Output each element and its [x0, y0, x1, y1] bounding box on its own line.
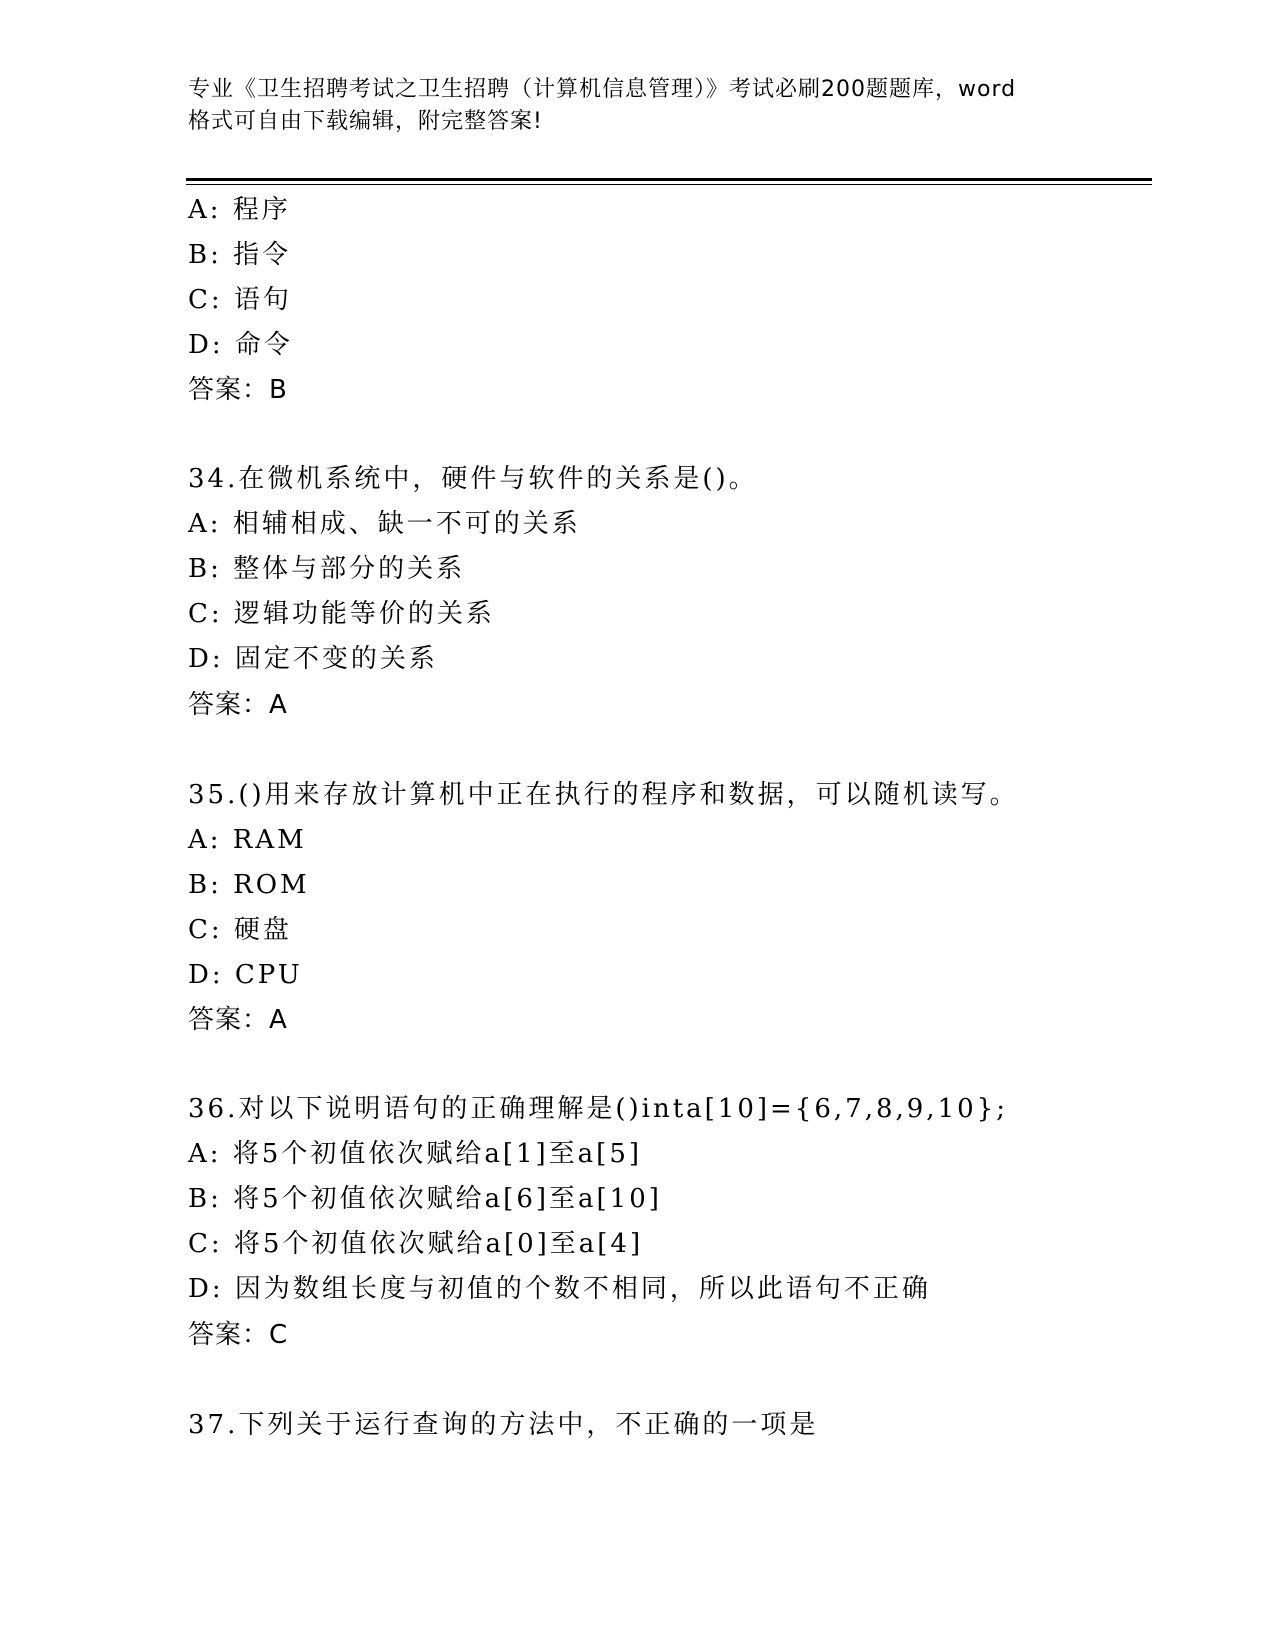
q34-option-d: D: 固定不变的关系	[188, 644, 438, 674]
q35-option-a: A: RAM	[188, 825, 307, 855]
q33-option-b: B: 指令	[188, 240, 292, 270]
q35-option-c: C: 硬盘	[188, 915, 292, 945]
document-header	[188, 74, 1108, 138]
q34-option-a: A: 相辅相成、缺一不可的关系	[188, 509, 581, 539]
q33-answer: 答案：B	[188, 375, 288, 405]
q34-option-c: C: 逻辑功能等价的关系	[188, 599, 495, 629]
q37-question: 37.下列关于运行查询的方法中，不正确的一项是	[188, 1410, 819, 1440]
header-line-2: 格式可自由下载编辑，附完整答案!	[188, 109, 543, 134]
q34-option-b: B: 整体与部分的关系	[188, 554, 466, 584]
q34-question: 34.在微机系统中，硬件与软件的关系是()。	[188, 464, 758, 494]
header-divider-thick	[186, 178, 1152, 181]
q35-option-b: B: ROM	[188, 870, 310, 900]
q35-question: 35.()用来存放计算机中正在执行的程序和数据，可以随机读写。	[188, 780, 1019, 810]
q36-answer: 答案：C	[188, 1320, 289, 1350]
q36-option-d: D: 因为数组长度与初值的个数不相同，所以此语句不正确	[188, 1274, 931, 1304]
q35-answer: 答案：A	[188, 1005, 288, 1035]
q36-question: 36.对以下说明语句的正确理解是()inta[10]={6,7,8,9,10};	[188, 1094, 1008, 1124]
q33-option-c: C: 语句	[188, 285, 292, 315]
q33-option-d: D: 命令	[188, 330, 293, 360]
q33-option-a: A: 程序	[188, 195, 291, 225]
q36-option-c: C: 将5个初值依次赋给a[0]至a[4]	[188, 1229, 644, 1259]
q35-option-d: D: CPU	[188, 960, 303, 990]
q34-answer: 答案：A	[188, 690, 288, 720]
q36-option-a: A: 将5个初值依次赋给a[1]至a[5]	[188, 1139, 643, 1169]
header-divider-thin	[186, 184, 1152, 185]
header-line-1: 专业《卫生招聘考试之卫生招聘（计算机信息管理）》考试必刷200题题库，word	[188, 77, 1017, 102]
q36-option-b: B: 将5个初值依次赋给a[6]至a[10]	[188, 1184, 662, 1214]
